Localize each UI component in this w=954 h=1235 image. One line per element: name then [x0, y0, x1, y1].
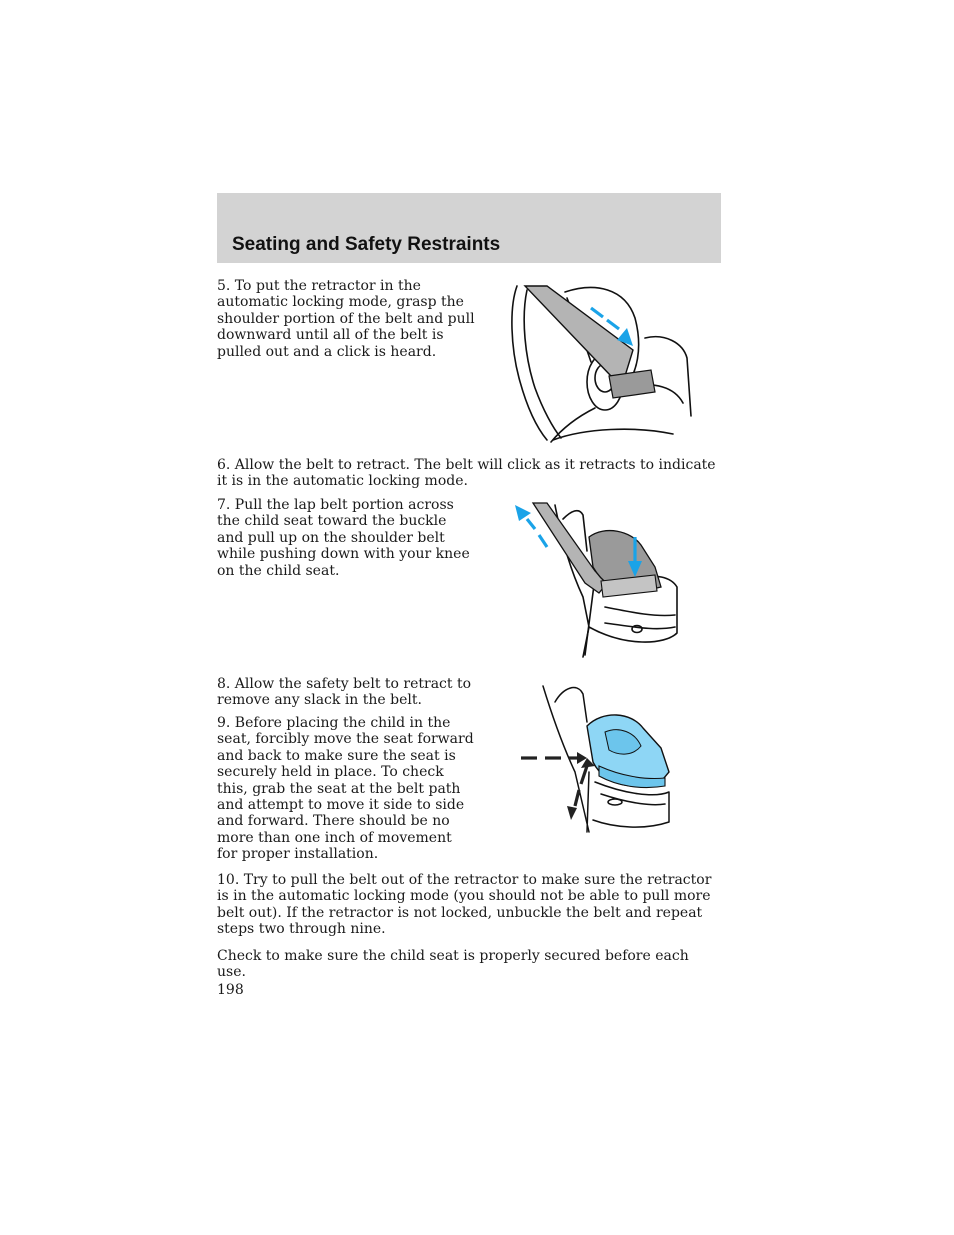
step-10-text: 10. Try to pull the belt out of the retractor to make sure the retractor is in the automatic locking mode (you should not be able to pull more belt out). If the retractor is not locked, unbuckle the belt and repeat steps two through nine.	[217, 872, 712, 938]
step-9-text: 9. Before placing the child in the seat, forcibly move the seat forward and back to make sure the seat is securely held in place. To check this, grab the seat at the belt path and attempt to move it side to side and forward. There should be no more than one inch of movement for proper installation.	[217, 715, 474, 863]
lap-belt-tighten-illustration	[505, 497, 685, 662]
page-number: 198	[217, 982, 244, 998]
closing-note: Check to make sure the child seat is properly secured before each use.	[217, 948, 689, 981]
step-7-text: 7. Pull the lap belt portion across the child seat toward the buckle and pull up on the shoulder belt while pushing down with your knee on the child seat.	[217, 497, 470, 579]
shoulder-belt-pull-illustration	[505, 278, 700, 446]
step-6-text: 6. Allow the belt to retract. The belt will click as it retracts to indicate it is in the automatic locking mode.	[217, 457, 716, 490]
section-title: Seating and Safety Restraints	[232, 234, 501, 255]
step-5-text: 5. To put the retractor in the automatic locking mode, grasp the shoulder portion of the belt and pull downward until all of the belt is pulled out and a click is heard.	[217, 278, 475, 360]
seat-movement-check-illustration	[515, 682, 680, 838]
step-8-text: 8. Allow the safety belt to retract to remove any slack in the belt.	[217, 676, 472, 709]
